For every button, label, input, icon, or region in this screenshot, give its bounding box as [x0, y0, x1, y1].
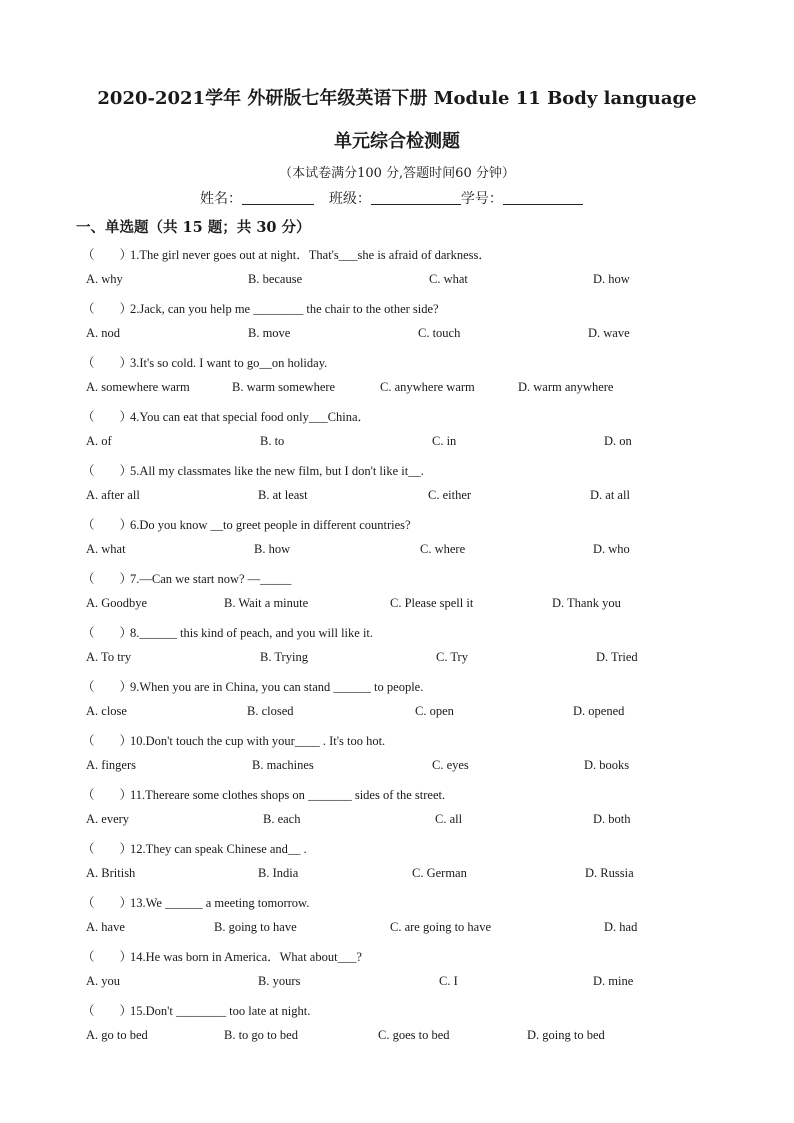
question-text: 2.Jack, can you help me ________ the chair to the other side?	[130, 302, 439, 316]
question-text: 12.They can speak Chinese and__ .	[130, 842, 307, 856]
answer-option[interactable]: C. Please spell it	[390, 596, 474, 610]
answer-option[interactable]: D. wave	[588, 326, 630, 340]
answer-option[interactable]: D. on	[604, 434, 632, 448]
answer-bracket[interactable]: （ ）	[82, 1004, 133, 1018]
answer-bracket[interactable]: （ ）	[82, 410, 133, 424]
question-text: 1.The girl never goes out at night．That's___she is afraid of darkness．	[130, 248, 491, 262]
question-stem	[82, 893, 309, 911]
answer-option[interactable]: C. are going to have	[390, 920, 492, 934]
answer-option[interactable]: A. go to bed	[86, 1028, 148, 1042]
question-stem	[82, 623, 373, 641]
question-text: 14.He was born in America．What about___?	[130, 950, 362, 964]
answer-option[interactable]: A. what	[86, 542, 126, 556]
question-text: 3.It's so cold. I want to go__on holiday.	[130, 356, 328, 370]
answer-option[interactable]: B. India	[258, 866, 299, 880]
question-stem	[82, 785, 445, 803]
answer-option[interactable]: B. machines	[252, 758, 314, 772]
question-text: 11.Thereare some clothes shops on _______ sides of the street.	[130, 788, 446, 802]
answer-option[interactable]: A. of	[86, 434, 112, 448]
answer-option[interactable]: B. how	[254, 542, 291, 556]
question-stem	[82, 731, 385, 749]
id-field[interactable]	[503, 190, 583, 205]
question-stem	[82, 677, 423, 695]
answer-option[interactable]: D. mine	[593, 974, 634, 988]
answer-bracket[interactable]: （ ）	[82, 356, 133, 370]
answer-option[interactable]: D. both	[593, 812, 631, 826]
answer-bracket[interactable]: （ ）	[82, 680, 133, 694]
question-stem	[82, 353, 327, 371]
answer-option[interactable]: A. close	[86, 704, 127, 718]
answer-option[interactable]: C. where	[420, 542, 466, 556]
answer-option[interactable]: B. Trying	[260, 650, 308, 664]
name-field[interactable]	[242, 190, 314, 205]
answer-bracket[interactable]: （ ）	[82, 572, 133, 586]
class-field[interactable]	[371, 190, 461, 205]
question-text: 5.All my classmates like the new film, but I don't like it__.	[130, 464, 424, 478]
answer-option[interactable]: A. nod	[86, 326, 121, 340]
exam-note: （本试卷满分100 分,答题时间60 分钟）	[279, 166, 515, 181]
class-label: 班级：	[328, 191, 371, 207]
answer-bracket[interactable]: （ ）	[82, 950, 133, 964]
question-text: 7.—Can we start now? —_____	[130, 572, 292, 586]
question-stem	[82, 839, 307, 857]
answer-option[interactable]: C. open	[415, 704, 454, 718]
question-text: 10.Don't touch the cup with your____ . It's too hot.	[130, 734, 386, 748]
answer-option[interactable]: D. at all	[590, 488, 630, 502]
question-stem	[82, 515, 411, 533]
answer-bracket[interactable]: （ ）	[82, 518, 133, 532]
question-stem	[82, 407, 370, 425]
page-subtitle: 单元综合检测题	[334, 131, 460, 152]
answer-option[interactable]: C. in	[432, 434, 457, 448]
section-title: 一、单选题（共 15 题；共 30 分）	[76, 219, 311, 236]
answer-option[interactable]: A. British	[86, 866, 136, 880]
question-text: 6.Do you know __to greet people in different countries?	[130, 518, 411, 532]
question-text: 8.______ this kind of peach, and you will like it.	[130, 626, 374, 640]
answer-option[interactable]: A. you	[86, 974, 121, 988]
answer-option[interactable]: C. Try	[436, 650, 468, 664]
answer-option[interactable]: A. fingers	[86, 758, 136, 772]
answer-option[interactable]: B. move	[248, 326, 291, 340]
answer-option[interactable]: C. touch	[418, 326, 461, 340]
answer-option[interactable]: A. after all	[86, 488, 140, 502]
answer-option[interactable]: C. anywhere warm	[380, 380, 475, 394]
answer-option[interactable]: B. each	[263, 812, 301, 826]
answer-option[interactable]: C. eyes	[432, 758, 469, 772]
answer-option[interactable]: B. because	[248, 272, 303, 286]
answer-bracket[interactable]: （ ）	[82, 626, 133, 640]
question-stem	[82, 569, 291, 587]
answer-bracket[interactable]: （ ）	[82, 842, 133, 856]
answer-bracket[interactable]: （ ）	[82, 302, 133, 316]
question-stem	[82, 461, 424, 479]
answer-option[interactable]: D. had	[604, 920, 638, 934]
answer-option[interactable]: B. going to have	[214, 920, 297, 934]
answer-option[interactable]: D. warm anywhere	[518, 380, 614, 394]
answer-option[interactable]: B. to	[260, 434, 285, 448]
answer-option[interactable]: B. Wait a minute	[224, 596, 309, 610]
answer-option[interactable]: D. Thank you	[552, 596, 621, 610]
answer-bracket[interactable]: （ ）	[82, 788, 133, 802]
answer-option[interactable]: D. who	[593, 542, 630, 556]
name-label: 姓名：	[200, 191, 242, 207]
answer-option[interactable]: B. yours	[258, 974, 301, 988]
answer-option[interactable]: C. what	[429, 272, 468, 286]
answer-option[interactable]: C. I	[439, 974, 458, 988]
question-text: 4.You can eat that special food only___China．	[130, 410, 371, 424]
answer-option[interactable]: D. how	[593, 272, 630, 286]
question-text: 9.When you are in China, you can stand ______ to people.	[130, 680, 424, 694]
answer-option[interactable]: A. have	[86, 920, 125, 934]
answer-option[interactable]: D. opened	[573, 704, 625, 718]
answer-option[interactable]: D. going to bed	[527, 1028, 605, 1042]
answer-bracket[interactable]: （ ）	[82, 896, 133, 910]
question-stem	[82, 245, 491, 263]
answer-bracket[interactable]: （ ）	[82, 248, 133, 262]
question-text: 15.Don't ________ too late at night.	[130, 1004, 311, 1018]
answer-option[interactable]: A. why	[86, 272, 123, 286]
answer-option[interactable]: B. to go to bed	[224, 1028, 298, 1042]
answer-option[interactable]: C. all	[435, 812, 463, 826]
answer-option[interactable]: A. every	[86, 812, 130, 826]
answer-option[interactable]: B. closed	[247, 704, 294, 718]
question-stem	[82, 299, 439, 317]
question-stem	[82, 947, 362, 965]
answer-option[interactable]: A. To try	[86, 650, 132, 664]
answer-bracket[interactable]: （ ）	[82, 464, 133, 478]
answer-option[interactable]: C. German	[412, 866, 467, 880]
answer-option[interactable]: D. Tried	[596, 650, 638, 664]
answer-option[interactable]: D. books	[584, 758, 630, 772]
question-stem	[82, 1001, 310, 1019]
answer-option[interactable]: A. Goodbye	[86, 596, 148, 610]
student-info-row	[200, 188, 583, 208]
answer-option[interactable]: C. goes to bed	[378, 1028, 450, 1042]
answer-option[interactable]: B. warm somewhere	[232, 380, 336, 394]
id-label: 学号：	[460, 191, 503, 207]
answer-bracket[interactable]: （ ）	[82, 734, 133, 748]
page-title: 2020-2021学年 外研版七年级英语下册 Module 11 Body language	[97, 88, 697, 109]
question-text: 13.We ______ a meeting tomorrow.	[130, 896, 310, 910]
answer-option[interactable]: A. somewhere warm	[86, 380, 190, 394]
answer-option[interactable]: B. at least	[258, 488, 308, 502]
answer-option[interactable]: C. either	[428, 488, 472, 502]
answer-option[interactable]: D. Russia	[585, 866, 634, 880]
